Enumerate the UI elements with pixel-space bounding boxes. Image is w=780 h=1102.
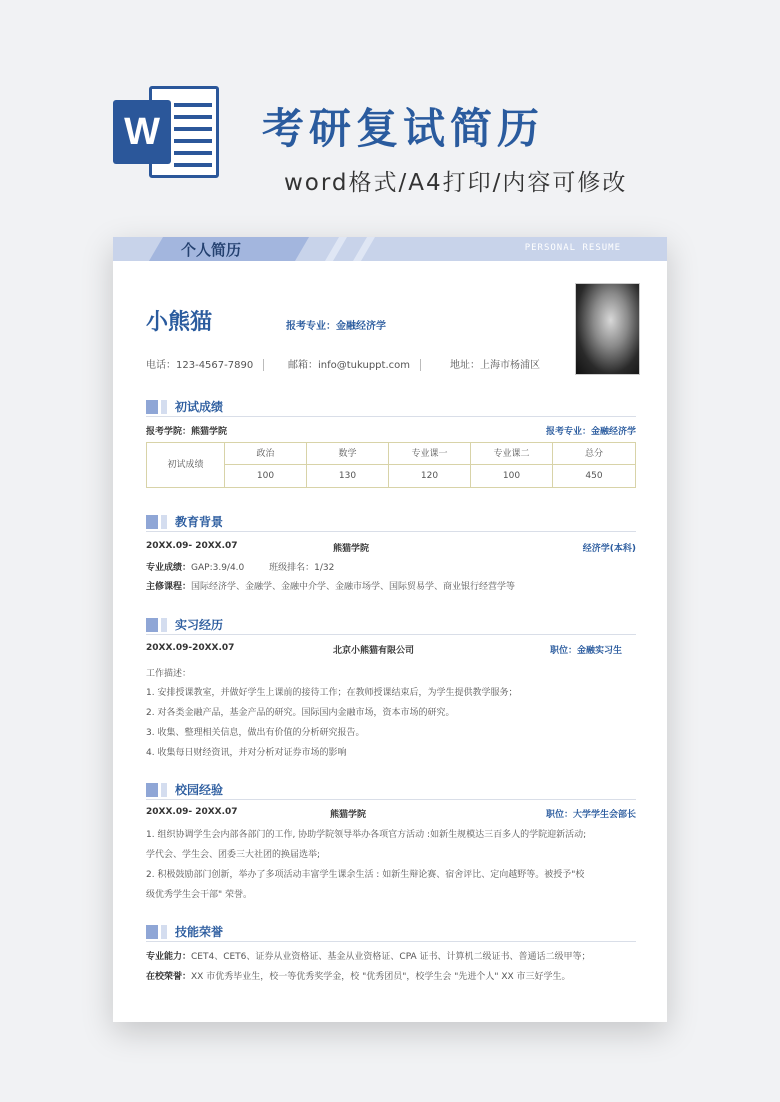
contact-email: 邮箱：info@tukuppt.com [288,356,421,371]
score-value: 100 [225,465,307,487]
score-value: 120 [389,465,471,487]
campus-line: 2. 积极鼓励部门创新，举办了多项活动丰富学生课余生活 : 如新生辩论赛、宿舍评比、定向越野等。被授予"校 [146,870,585,880]
campus-line: 学代会、学生会、团委三大社团的换届选举; [146,850,321,860]
score-header: 总分 [553,443,635,465]
section-internship [146,613,636,758]
banner-subtitle: word格式/A4打印/内容可修改 [284,170,628,196]
edu-gpa: GAP:3.9/4.0 [191,563,245,573]
intern-item: 1. 安排授课教室，并做好学生上课前的接待工作；在教师授课结束后，为学生提供教学服务； [146,688,518,698]
intern-item: 2. 对各类金融产品，基金产品的研究。国际国内金融市场，资本市场的研究。 [146,708,455,718]
intern-company: 北京小熊猫有限公司 [333,646,415,656]
resume-page [113,237,667,1022]
score-header: 政治 [225,443,307,465]
profile-photo [575,283,640,375]
score-value: 130 [307,465,389,487]
section-title: 实习经历 [175,618,224,632]
banner-title: 考研复试简历 [262,104,545,153]
apply-major: 报考专业：金融经济学 [286,321,386,332]
skills-ability: CET4、CET6、证券从业资格证、基金从业资格证、CPA 证书、计算机二级证书、普通话二级甲等； [191,952,591,962]
intern-desc-label: 工作描述： [146,669,192,679]
section-title: 技能荣誉 [175,925,224,939]
campus-line: 级优秀学生会干部" 荣誉。 [146,890,253,900]
edu-courses: 国际经济学、金融学、金融中介学、金融市场学、国际贸易学、商业银行经营学等 [191,582,516,592]
intern-position: 职位：金融实习生 [549,646,622,656]
intern-period: 20XX.09-20XX.07 [146,643,235,653]
apply-major-right: 报考专业：金融经济学 [545,427,636,437]
resume-header-bar [113,237,667,261]
section-title: 校园经验 [175,783,224,797]
edu-school: 熊猫学院 [333,544,370,554]
score-header: 数学 [307,443,389,465]
campus-school: 熊猫学院 [330,810,367,820]
skills-honor: XX 市优秀毕业生，校一等优秀奖学金，校 "优秀团员"，校学生会 "先进个人" XX 市三好学生。 [191,972,571,982]
word-logo [113,82,223,182]
apply-school: 报考学院：熊猫学院 [146,427,228,437]
section-title: 教育背景 [175,515,224,529]
campus-position: 职位：大学学生会部长 [545,810,636,820]
edu-degree: 经济学(本科) [582,544,636,554]
section-education: 教育背景 20XX.09- 20XX.07 熊猫学院 经济学(本科) 专业成绩：GAP:3.9/4.0 班级排名：1/32 主修课程：国际经济学、金融学、金融中介学、金融市场学、国际贸易学、商业银行经营学等 [146,510,636,532]
contact-address: 地址：上海市杨浦区 [450,360,540,371]
edu-rank: 班级排名：1/32 [269,563,335,573]
section-skills: 技能荣誉 专业能力：CET4、CET6、证券从业资格证、基金从业资格证、CPA 证书、计算机二级证书、普通话二级甲等； 在校荣誉：XX 市优秀毕业生，校一等优秀奖学金，校 "优秀团员"，校学生会 "先进个人" XX 市三好学生。 [146,920,636,942]
score-header: 专业课二 [471,443,553,465]
intern-item: 4. 收集每日财经资讯，并对分析对证券市场的影响 [146,748,347,758]
score-table [146,442,636,488]
intern-item: 3. 收集、整理相关信息，做出有价值的分析研究报告。 [146,728,365,738]
campus-period: 20XX.09- 20XX.07 [146,807,238,817]
score-value: 450 [585,471,603,481]
word-letter: W [113,100,171,164]
campus-line: 1. 组织协调学生会内部各部门的工作, 协助学院领导举办各项官方活动 :如新生规模达三百多人的学院迎新活动; [146,830,587,840]
score-header: 专业课一 [389,443,471,465]
contact-phone: 电话：123-4567-7890 [146,356,264,371]
score-value: 100 [471,465,553,487]
section-campus [146,778,636,900]
score-row-label: 初试成绩 [147,443,225,487]
section-title: 初试成绩 [175,400,224,414]
candidate-name: 小熊猫 [146,310,213,335]
edu-period: 20XX.09- 20XX.07 [146,541,238,551]
resume-tab-label: 个人简历 [181,241,242,259]
personal-resume-label: PERSONAL RESUME [524,243,621,253]
section-scores [146,395,636,481]
